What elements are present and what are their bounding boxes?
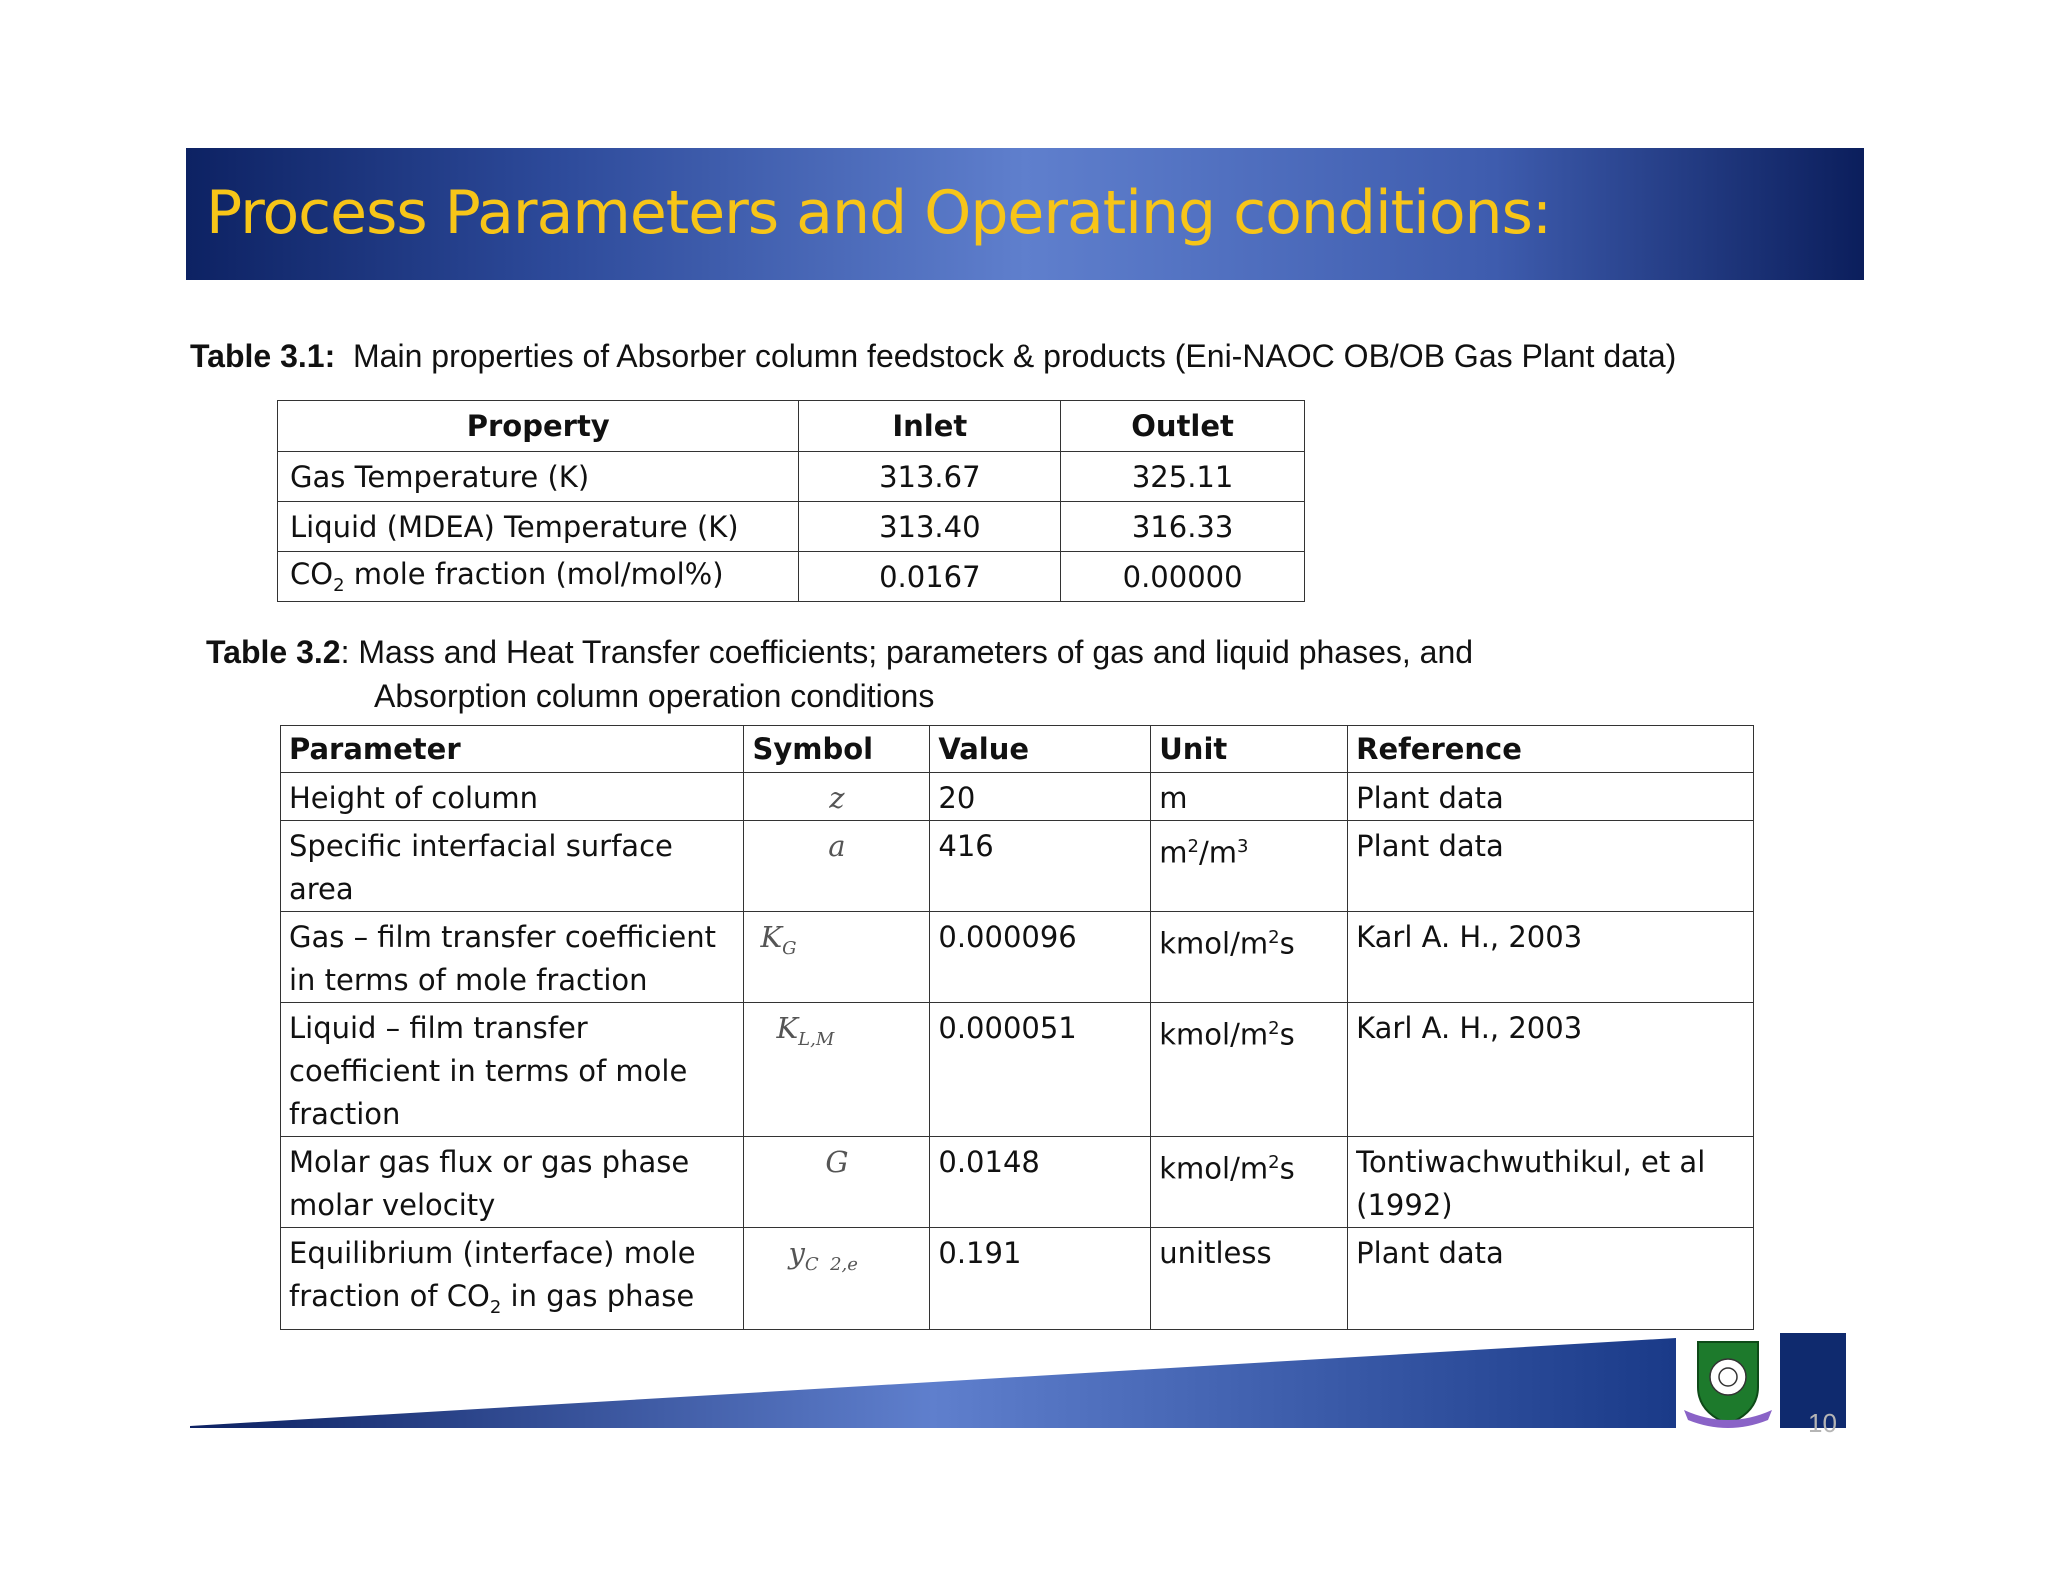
table-row	[278, 452, 1305, 502]
parameter-cell: Liquid – film transfer coefficient in terms of mole fraction	[281, 1003, 744, 1137]
table-row	[281, 821, 1754, 912]
symbol-cell: a	[744, 821, 930, 912]
parameter-cell: Height of column	[281, 773, 744, 821]
unit-superscript: 2	[1268, 1152, 1280, 1173]
parameter-subscript: 2	[489, 1296, 502, 1318]
unit-text: kmol/m	[1159, 1151, 1269, 1186]
table-header-row	[278, 401, 1305, 452]
unit-superscript: 3	[1236, 836, 1249, 857]
unit-cell	[1151, 912, 1348, 1003]
table-row	[281, 912, 1754, 1003]
unit-superscript: 2	[1268, 1018, 1280, 1039]
unit-text: kmol/m	[1159, 1017, 1269, 1052]
reference-cell: Plant data	[1348, 773, 1754, 821]
property-subscript: 2	[333, 574, 345, 596]
property-text: mole fraction (mol/mol%)	[344, 557, 724, 592]
unit-cell: m	[1151, 773, 1348, 821]
table-row	[281, 1137, 1754, 1228]
table-row	[278, 502, 1305, 552]
header-parameter: Parameter	[281, 726, 744, 773]
header-outlet: Outlet	[1061, 401, 1305, 452]
unit-text: s	[1279, 1151, 1295, 1186]
symbol-cell	[744, 912, 930, 1003]
symbol-cell: z	[744, 773, 930, 821]
properties-table	[277, 400, 1305, 602]
slide-title: Process Parameters and Operating conditions:	[206, 178, 1552, 248]
value-cell: 0.0148	[930, 1137, 1151, 1228]
table-header-row	[281, 726, 1754, 773]
symbol-text: K	[760, 920, 783, 954]
symbol-subscript: G	[782, 937, 797, 959]
value-cell: 416	[930, 821, 1151, 912]
header-property: Property	[278, 401, 799, 452]
table-row	[281, 773, 1754, 821]
table1-caption-text: Main properties of Absorber column feedstock & products (Eni-NAOC OB/OB Gas Plant data)	[353, 338, 1677, 374]
property-cell: Gas Temperature (K)	[278, 452, 799, 502]
header-reference: Reference	[1348, 726, 1754, 773]
outlet-cell: 316.33	[1061, 502, 1305, 552]
table1-caption	[190, 338, 1676, 375]
value-cell: 0.000096	[930, 912, 1151, 1003]
table-row	[281, 1003, 1754, 1137]
symbol-subscript: L,M	[798, 1028, 835, 1050]
table1-caption-label: Table 3.1:	[190, 338, 336, 374]
table2-caption-line2: Absorption column operation conditions	[374, 678, 935, 714]
university-crest-logo	[1678, 1332, 1778, 1432]
table2-caption	[206, 634, 1473, 671]
footer-wedge	[190, 1338, 1676, 1428]
symbol-cell	[744, 1003, 930, 1137]
unit-text: s	[1279, 1017, 1295, 1052]
property-cell: Liquid (MDEA) Temperature (K)	[278, 502, 799, 552]
parameter-cell: Specific interfacial surface area	[281, 821, 744, 912]
unit-superscript: 2	[1187, 836, 1199, 857]
parameter-text: in gas phase	[501, 1279, 695, 1313]
unit-cell: unitless	[1151, 1228, 1348, 1330]
outlet-cell: 0.00000	[1061, 552, 1305, 602]
unit-cell	[1151, 1003, 1348, 1137]
unit-text: kmol/m	[1159, 926, 1269, 961]
symbol-cell: G	[744, 1137, 930, 1228]
unit-text: m	[1159, 835, 1188, 870]
parameter-cell	[281, 1228, 744, 1330]
header-unit: Unit	[1151, 726, 1348, 773]
coefficients-table	[280, 725, 1754, 1330]
reference-cell: Karl A. H., 2003	[1348, 1003, 1754, 1137]
value-cell: 20	[930, 773, 1151, 821]
value-cell: 0.000051	[930, 1003, 1151, 1137]
symbol-subscript: C 2,e	[804, 1253, 858, 1275]
property-cell	[278, 552, 799, 602]
parameter-text: Equilibrium (interface) mole fraction of CO	[289, 1236, 696, 1313]
header-inlet: Inlet	[799, 401, 1061, 452]
header-value: Value	[930, 726, 1151, 773]
outlet-cell: 325.11	[1061, 452, 1305, 502]
inlet-cell: 313.67	[799, 452, 1061, 502]
inlet-cell: 313.40	[799, 502, 1061, 552]
table-row	[281, 1228, 1754, 1330]
parameter-cell: Gas – film transfer coefficient in terms of mole fraction	[281, 912, 744, 1003]
unit-superscript: 2	[1268, 927, 1280, 948]
reference-cell: Karl A. H., 2003	[1348, 912, 1754, 1003]
parameter-cell: Molar gas flux or gas phase molar velocity	[281, 1137, 744, 1228]
symbol-text: y	[788, 1236, 805, 1270]
reference-cell: Plant data	[1348, 821, 1754, 912]
table2-caption-label: Table 3.2	[206, 634, 341, 670]
reference-cell: Plant data	[1348, 1228, 1754, 1330]
inlet-cell: 0.0167	[799, 552, 1061, 602]
table2-caption-text: : Mass and Heat Transfer coefficients; parameters of gas and liquid phases, and	[340, 634, 1474, 670]
page-number: 10	[1808, 1408, 1837, 1438]
symbol-text: K	[776, 1011, 799, 1045]
unit-text: s	[1279, 926, 1295, 961]
unit-cell	[1151, 821, 1348, 912]
symbol-cell	[744, 1228, 930, 1330]
unit-text: /m	[1198, 835, 1237, 870]
title-banner	[186, 148, 1864, 280]
property-text: CO	[290, 557, 334, 592]
unit-cell	[1151, 1137, 1348, 1228]
table-row	[278, 552, 1305, 602]
header-symbol: Symbol	[744, 726, 930, 773]
reference-cell: Tontiwachwuthikul, et al (1992)	[1348, 1137, 1754, 1228]
value-cell: 0.191	[930, 1228, 1151, 1330]
